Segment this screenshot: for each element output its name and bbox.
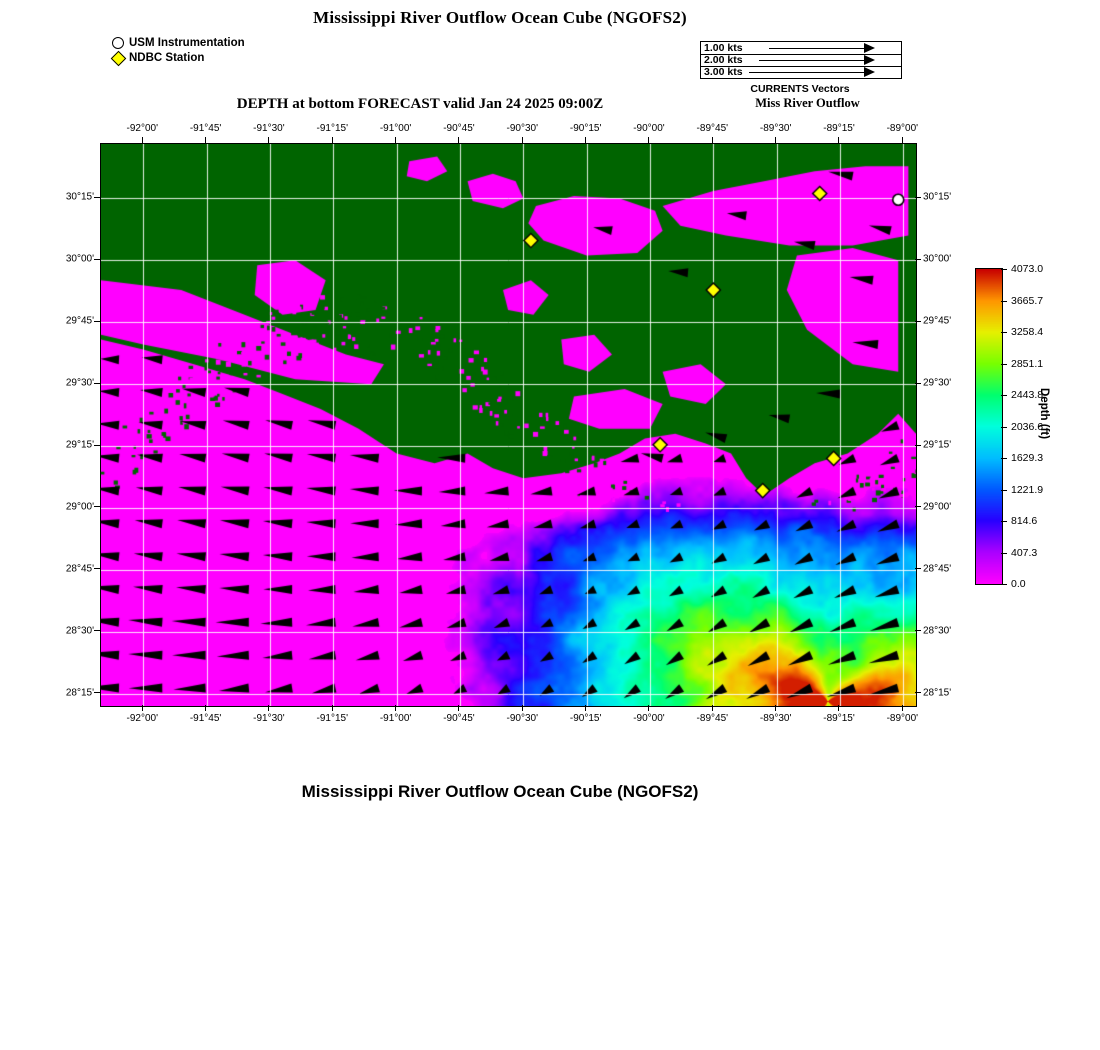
x-tick-top-8: -90°00' — [633, 123, 665, 134]
x-tick-bottom-3: -91°15' — [316, 713, 348, 724]
x-tick-top-3: -91°15' — [316, 123, 348, 134]
overlay-title: Miss River Outflow — [755, 96, 860, 110]
colorbar-tickmark — [1001, 301, 1007, 302]
x-tick-top-5: -90°45' — [443, 123, 475, 134]
colorbar-label-1: 3665.7 — [1011, 294, 1044, 307]
x-tick-bottom-4: -91°00' — [379, 713, 412, 724]
x-tick-top-11: -89°15' — [823, 123, 855, 134]
colorbar-label-2: 3258.4 — [1011, 326, 1044, 338]
currents-vector-key — [700, 41, 902, 79]
legend-item-ndbc — [110, 51, 245, 65]
forecast-subtitle: DEPTH at bottom FORECAST valid Jan 24 2025 09:00Z — [236, 96, 604, 112]
colorbar-label-7: 1221.9 — [1011, 483, 1044, 496]
x-tick-top-7: -90°15' — [569, 123, 602, 134]
diamond-station-icon — [110, 51, 126, 65]
y-tick-right-6: 28°45' — [923, 563, 952, 575]
bottom-title: Mississippi River Outflow Ocean Cube (NGOFS2) — [301, 782, 699, 801]
colorbar-tickmark — [1001, 490, 1007, 491]
colorbar-label-5: 2036.6 — [1011, 420, 1044, 433]
x-tick-top-12: -89°00' — [886, 123, 919, 134]
y-tick-left-4: 29°15' — [65, 439, 94, 451]
x-tick-top-2: -91°30' — [253, 123, 285, 134]
vector-key-caption: CURRENTS Vectors — [750, 83, 850, 95]
x-tick-bottom-6: -90°30' — [506, 713, 539, 724]
colorbar-label-10: 0.0 — [1011, 578, 1026, 590]
colorbar-label-9: 407.3 — [1011, 546, 1038, 559]
vector-key-label-3: 3.00 kts — [704, 66, 743, 78]
y-tick-left-1: 30°00' — [65, 253, 94, 265]
vector-arrow-head-1 — [864, 43, 875, 53]
colorbar-label-8: 814.6 — [1011, 515, 1038, 527]
circle-station-icon — [110, 36, 126, 50]
map-raster — [101, 144, 916, 706]
x-tick-top-4: -91°00' — [379, 123, 412, 134]
station-legend — [110, 36, 245, 66]
colorbar-tickmark — [1001, 553, 1007, 554]
colorbar-tickmark — [1001, 521, 1007, 522]
x-tick-top-1: -91°45' — [189, 123, 222, 134]
y-tick-left-5: 29°00' — [65, 501, 94, 513]
y-tick-right-7: 28°30' — [923, 625, 952, 637]
y-tick-right-4: 29°15' — [923, 439, 952, 451]
y-tick-right-3: 29°30' — [923, 377, 952, 389]
y-tick-right-8: 28°15' — [923, 687, 952, 699]
y-tick-right-5: 29°00' — [923, 501, 952, 513]
vector-arrow-head-2 — [864, 55, 875, 65]
vector-key-label-1: 1.00 kts — [704, 42, 743, 54]
x-tick-bottom-7: -90°15' — [569, 713, 602, 724]
legend-label-usm: USM Instrumentation — [129, 37, 245, 49]
x-tick-bottom-9: -89°45' — [696, 713, 729, 724]
page-title: Mississippi River Outflow Ocean Cube (NGOFS2) — [313, 8, 687, 27]
y-tick-left-3: 29°30' — [65, 377, 94, 389]
x-tick-bottom-2: -91°30' — [253, 713, 285, 724]
vector-arrow-shaft-3 — [749, 72, 864, 73]
x-tick-bottom-1: -91°45' — [189, 713, 222, 724]
colorbar-tickmark — [1001, 332, 1007, 333]
vector-arrow-shaft-2 — [759, 60, 864, 61]
colorbar-tickmark — [1001, 395, 1007, 396]
x-tick-bottom-10: -89°30' — [759, 713, 792, 724]
y-tick-left-0: 30°15' — [65, 191, 94, 203]
y-tick-left-2: 29°45' — [65, 315, 94, 327]
legend-item-usm — [110, 36, 245, 50]
colorbar-tickmark — [1001, 269, 1007, 270]
x-tick-top-10: -89°30' — [759, 123, 792, 134]
vector-arrow-shaft-1 — [769, 48, 864, 49]
vector-arrow-head-3 — [864, 67, 875, 77]
y-tick-left-6: 28°45' — [65, 563, 94, 575]
colorbar-label-6: 1629.3 — [1011, 452, 1044, 464]
y-tick-right-0: 30°15' — [923, 191, 952, 203]
legend-label-ndbc: NDBC Station — [129, 52, 205, 64]
y-tick-right-2: 29°45' — [923, 315, 952, 327]
colorbar-tickmark — [1001, 427, 1007, 428]
colorbar-tickmark — [1001, 458, 1007, 459]
y-tick-left-7: 28°30' — [65, 625, 94, 637]
x-tick-bottom-5: -90°45' — [443, 713, 475, 724]
x-tick-bottom-0: -92°00' — [126, 713, 158, 724]
x-tick-bottom-8: -90°00' — [633, 713, 665, 724]
x-tick-bottom-12: -89°00' — [886, 713, 919, 724]
colorbar-label-3: 2851.1 — [1011, 357, 1044, 370]
x-tick-top-9: -89°45' — [696, 123, 729, 134]
x-tick-top-0: -92°00' — [126, 123, 158, 134]
vector-key-row-3 — [701, 66, 901, 78]
x-tick-bottom-11: -89°15' — [823, 713, 855, 724]
map-plot-area[interactable] — [100, 143, 917, 707]
colorbar-label-4: 2443.8 — [1011, 389, 1044, 401]
colorbar-gradient — [975, 268, 1003, 585]
colorbar-tickmark — [1001, 364, 1007, 365]
colorbar-label-0: 4073.0 — [1011, 263, 1044, 275]
x-tick-top-6: -90°30' — [506, 123, 539, 134]
y-tick-left-8: 28°15' — [65, 687, 94, 699]
vector-key-label-2: 2.00 kts — [704, 54, 743, 66]
colorbar-tickmark — [1001, 584, 1007, 585]
colorbar-title: Depth (ft) — [1038, 388, 1050, 440]
y-tick-right-1: 30°00' — [923, 253, 952, 265]
